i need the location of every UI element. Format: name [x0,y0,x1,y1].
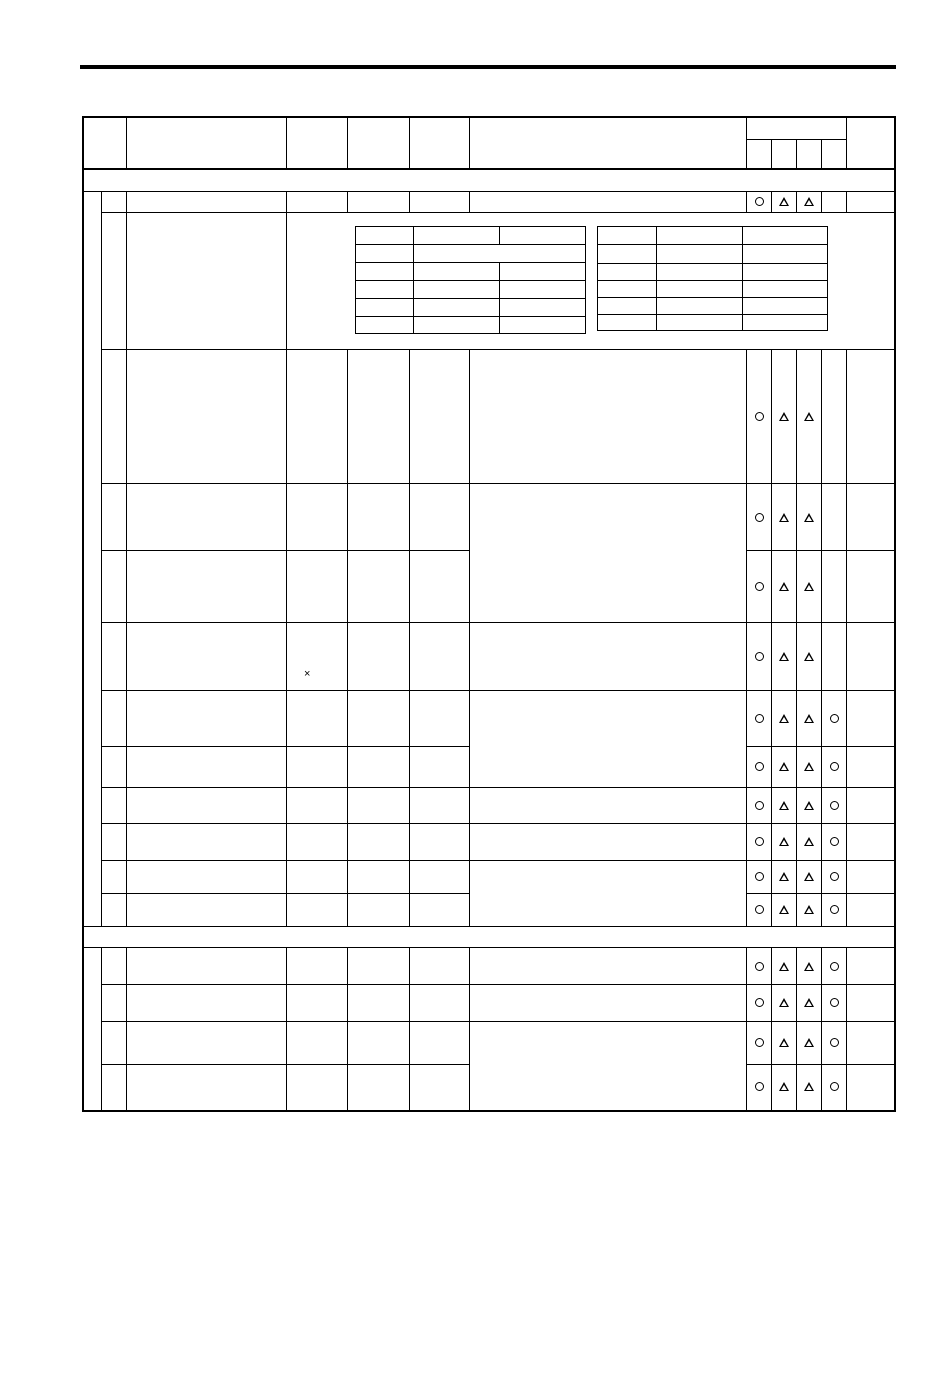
circle-glyph [830,714,839,723]
row-line [101,483,896,484]
circle-mark-icon [748,759,770,773]
circle-mark-icon [748,510,770,524]
triangle-glyph [804,905,814,914]
triangle-mark-icon [773,959,795,973]
section-band-line [82,191,896,192]
circle-mark-icon [748,798,770,812]
col-line [846,191,847,212]
header-rule [80,65,896,69]
circle-mark-icon [748,194,770,208]
section-band-line [82,926,896,927]
circle-mark-icon [823,798,845,812]
row-line [101,823,896,824]
col-line [771,349,772,926]
circle-glyph [755,837,764,846]
circle-glyph [830,998,839,1007]
triangle-glyph [779,652,789,661]
subtable-b-line [742,226,743,331]
col-line [796,349,797,926]
circle-glyph [755,197,764,206]
subtable-b-line [597,263,828,264]
triangle-mark-icon [798,510,820,524]
row-line [101,690,896,691]
row-line [101,550,469,551]
circle-glyph [755,801,764,810]
triangle-glyph [804,1082,814,1091]
triangle-glyph [804,412,814,421]
triangle-mark-icon [798,959,820,973]
circle-glyph [755,412,764,421]
triangle-mark-icon [773,409,795,423]
subtable-b-line [597,297,828,298]
triangle-glyph [779,801,789,810]
circle-glyph [755,962,764,971]
col-line [286,116,287,169]
col-line [796,139,797,169]
triangle-glyph [779,714,789,723]
circle-glyph [755,1082,764,1091]
circle-glyph [755,998,764,1007]
circle-glyph [755,652,764,661]
circle-glyph [755,714,764,723]
header-separator [82,168,896,170]
triangle-mark-icon [773,194,795,208]
triangle-mark-icon [798,194,820,208]
row-line [101,622,896,623]
circle-mark-icon [823,711,845,725]
section-band-line [82,947,896,948]
col-line [771,139,772,169]
row-line [746,746,896,747]
circle-glyph [830,962,839,971]
col-line [821,349,822,926]
col-line [469,947,470,1111]
circle-mark-icon [823,869,845,883]
circle-glyph [830,872,839,881]
subtable-a-line [355,298,586,299]
circle-mark-icon [748,579,770,593]
triangle-mark-icon [773,759,795,773]
circle-glyph [830,1038,839,1047]
row-line [746,893,896,894]
triangle-mark-icon [798,1035,820,1049]
col-line [126,191,127,926]
subtable-a-line [355,244,586,245]
row-line [101,787,896,788]
triangle-mark-icon [798,995,820,1009]
col-line [846,947,847,1111]
circle-glyph [830,1082,839,1091]
circle-mark-icon [748,711,770,725]
col-line [846,116,847,169]
triangle-mark-icon [773,1079,795,1093]
triangle-mark-icon [798,409,820,423]
col-line [469,191,470,212]
col-line [796,191,797,212]
col-line [101,947,102,1111]
col-line [771,191,772,212]
subtable-b-line [597,244,828,245]
triangle-glyph [804,197,814,206]
triangle-mark-icon [798,798,820,812]
triangle-mark-icon [773,579,795,593]
triangle-glyph [779,582,789,591]
circle-glyph [755,762,764,771]
col-line [746,947,747,1111]
col-line [101,191,102,926]
row-line [101,984,896,985]
triangle-glyph [804,801,814,810]
subtable-a-line [499,226,500,244]
triangle-glyph [779,962,789,971]
triangle-glyph [804,582,814,591]
triangle-mark-icon [773,995,795,1009]
circle-glyph [755,872,764,881]
col-line [746,191,747,212]
triangle-glyph [804,837,814,846]
subtable-b-line [597,280,828,281]
circle-glyph [755,1038,764,1047]
triangle-glyph [779,872,789,881]
circle-glyph [830,905,839,914]
col-line [286,947,287,1111]
circle-mark-icon [748,834,770,848]
subtable-b [597,226,828,331]
col-line [846,349,847,926]
triangle-glyph [804,962,814,971]
circle-glyph [830,837,839,846]
triangle-glyph [779,905,789,914]
row-line [101,746,469,747]
row-line [101,860,896,861]
col-line [821,139,822,169]
col-line [469,349,470,926]
triangle-glyph [804,714,814,723]
triangle-glyph [804,762,814,771]
triangle-glyph [779,762,789,771]
triangle-mark-icon [773,510,795,524]
circle-glyph [830,762,839,771]
circle-mark-icon [748,995,770,1009]
row-line [746,1064,896,1065]
circle-mark-icon [748,409,770,423]
subtable-a-line [355,316,586,317]
col-line [746,116,747,169]
circle-mark-icon [748,1035,770,1049]
col-line [469,116,470,169]
triangle-glyph [804,513,814,522]
triangle-glyph [804,872,814,881]
row-line [101,212,896,213]
triangle-mark-icon [773,1035,795,1049]
col-line [409,116,410,169]
col-line [409,947,410,1111]
col-line [796,947,797,1111]
subtable-a-line [355,262,586,263]
col-line [126,116,127,169]
triangle-mark-icon [798,759,820,773]
triangle-glyph [779,837,789,846]
col-line [347,116,348,169]
circle-glyph [830,801,839,810]
triangle-mark-icon [798,834,820,848]
col-line [409,191,410,212]
triangle-mark-icon [798,649,820,663]
row-line [101,893,469,894]
circle-mark-icon [823,959,845,973]
row-line [101,1021,896,1022]
col-line [347,349,348,926]
circle-mark-icon [823,1079,845,1093]
subtable-a-line [355,280,586,281]
subtable-a-line [413,226,414,334]
row-line [746,550,896,551]
col-line [286,191,287,926]
triangle-mark-icon [773,649,795,663]
circle-glyph [755,582,764,591]
cross-mark: × [304,668,311,680]
circle-mark-icon [823,902,845,916]
triangle-mark-icon [773,711,795,725]
triangle-mark-icon [798,1079,820,1093]
triangle-mark-icon [773,902,795,916]
circle-mark-icon [748,1079,770,1093]
triangle-glyph [804,998,814,1007]
circle-glyph [755,905,764,914]
circle-mark-icon [823,1035,845,1049]
triangle-mark-icon [773,798,795,812]
col-line [347,191,348,212]
col-line [409,349,410,926]
col-line [771,947,772,1111]
triangle-glyph [779,513,789,522]
triangle-glyph [779,412,789,421]
triangle-mark-icon [798,579,820,593]
circle-mark-icon [823,759,845,773]
circle-mark-icon [748,649,770,663]
subtable-a-line [499,262,500,334]
triangle-mark-icon [773,869,795,883]
triangle-glyph [804,1038,814,1047]
circle-mark-icon [748,902,770,916]
circle-mark-icon [748,869,770,883]
triangle-glyph [779,1038,789,1047]
row-line [101,1064,469,1065]
triangle-mark-icon [798,902,820,916]
subtable-b-line [656,226,657,331]
circle-mark-icon [823,834,845,848]
circle-glyph [755,513,764,522]
subtable-b-line [597,314,828,315]
triangle-glyph [779,197,789,206]
triangle-mark-icon [798,711,820,725]
col-line [821,947,822,1111]
triangle-glyph [779,1082,789,1091]
triangle-mark-icon [798,869,820,883]
col-line [821,191,822,212]
triangle-glyph [804,652,814,661]
col-line [746,349,747,926]
circle-mark-icon [823,995,845,1009]
triangle-glyph [779,998,789,1007]
row-line [101,349,896,350]
triangle-mark-icon [773,834,795,848]
circle-mark-icon [748,959,770,973]
col-line [347,947,348,1111]
col-line [126,947,127,1111]
